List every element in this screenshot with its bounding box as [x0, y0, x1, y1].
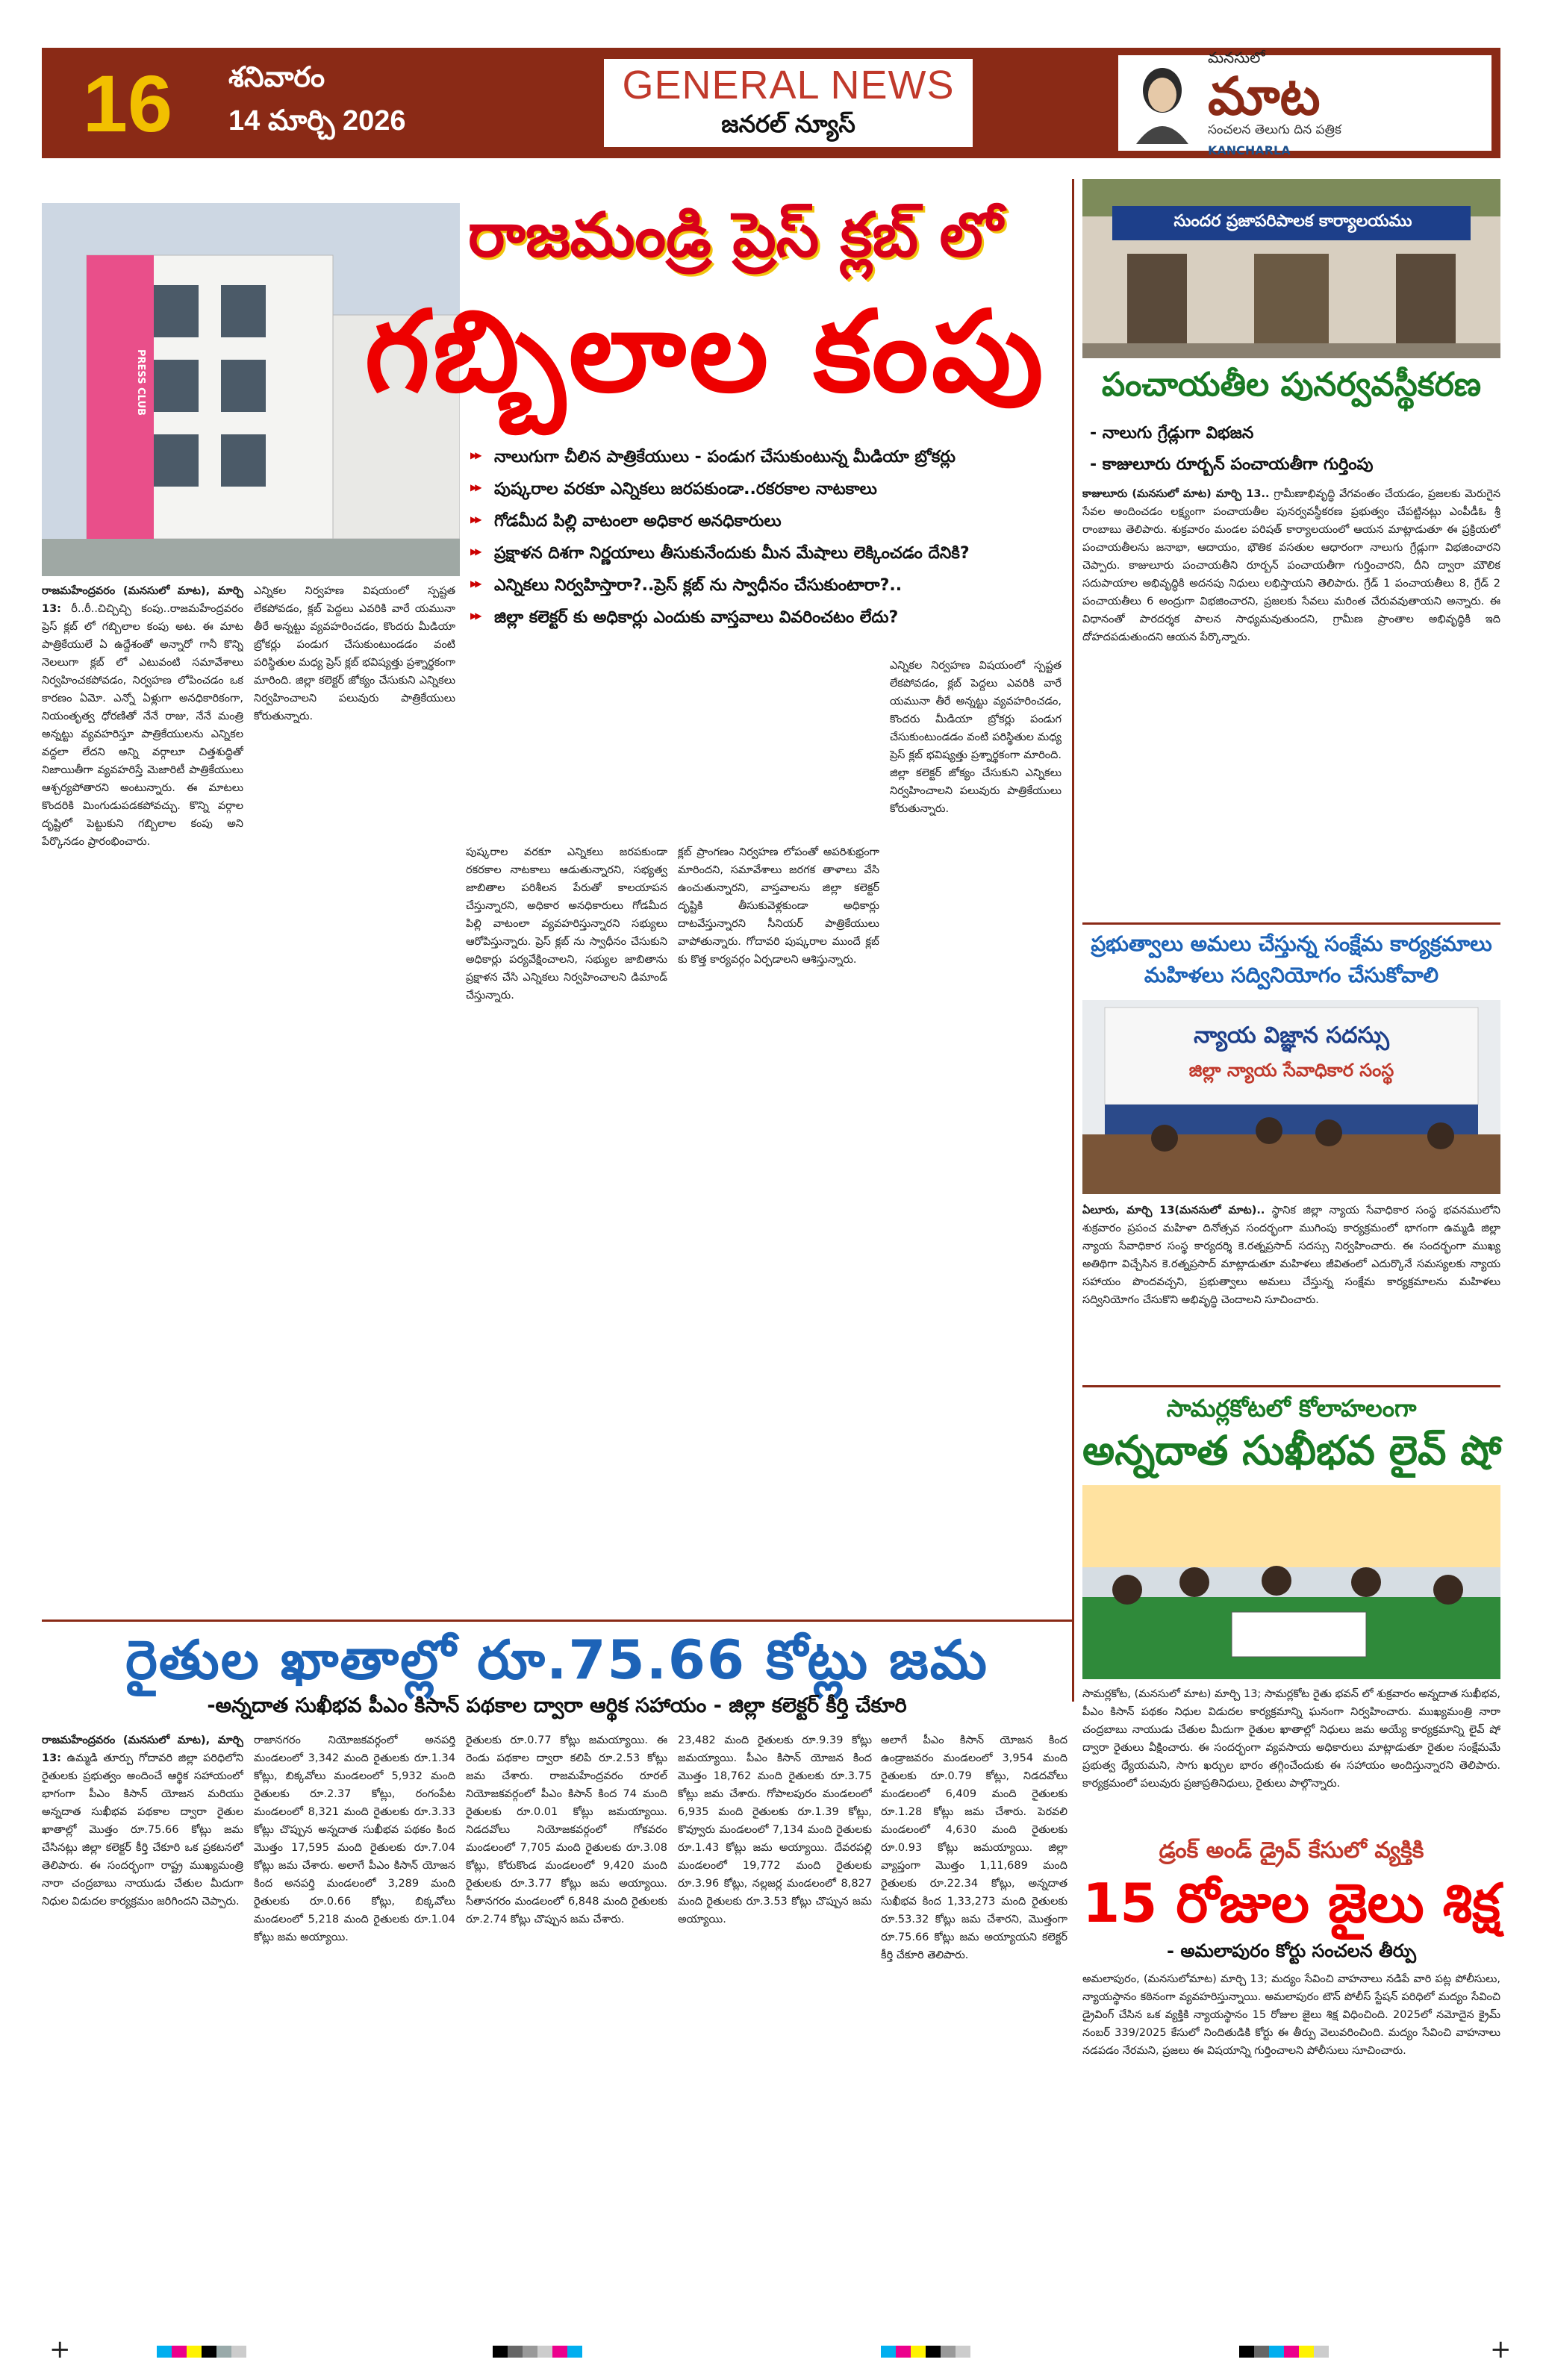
lead-body-2: ఎన్నికల నిర్వహణ విషయంలో స్పష్టత లేకపోవడం, క్లబ్ పెద్దలు ఎవరికి వారే యమునా తీరే అన్నట్టు వ్యవహరించడం, కొందరు మీడియా బ్రోకర్లు పండుగ చేసుకుంటుండడం వంటి పరిస్థితుల మధ్య ప్రెస్ క్లబ్ భవిష్యత్తు ప్రశ్నార్థకంగా మారింది. జిల్లా కలెక్టర్ జోక్యం చేసుకుని ఎన్నికలు నిర్వహించాలని పలువురు పాత్రికేయులు కోరుతున్నారు. — [254, 585, 455, 722]
farmers-column-1 — [42, 1731, 243, 2314]
lead-headline-2: గబ్బిలాల కంపు — [364, 287, 1047, 417]
women-headline-2: మహిళలు సద్వినియోగం చేసుకోవాలి — [1144, 963, 1439, 987]
color-bar — [1239, 2346, 1329, 2358]
panchayat-dateline: కాజులూరు (మనసులో మాట) మార్చి 13.. — [1082, 488, 1270, 500]
drunk-subline: - అమలాపురం కోర్టు సంచలన తీర్పు — [1167, 1940, 1416, 1961]
farmer-event-photo — [1082, 1485, 1500, 1679]
lead-bullet: ▶▶ గోడమీద పిల్లి వాటంలా అధికార అనధికారులు — [470, 512, 1060, 534]
farmer-show-headline: అన్నదాత సుఖీభవ లైవ్ షో — [1082, 1427, 1502, 1474]
brand-small-text: మనసులో — [1208, 49, 1265, 66]
issue-date — [213, 48, 602, 158]
divider — [1082, 1385, 1500, 1387]
lead-body-1: రీ..రీ..చిచ్చిచ్చి కంపు..రాజమహేంద్రవరం ప్రెస్ క్లబ్ లో గబ్బిలాల కంపు అట. ఈ మాట పాత్రికేయులే ఏ ఉద్దేశంతో అన్నారో గానీ కొన్ని నెలలుగా క్లబ్ లో ఎటువంటి సమావేశాలు నిర్వహించకపోవడం, నిర్వహణ లోపించడం ఒక కారణం ఏమో. ఎన్నో ఏళ్లుగా అనధికారికంగా, నియంతృత్వ ధోరణితో నేనే రాజు, నేనే మంత్రి అన్నట్టు వ్యవహరిస్తూ పాత్రికేయులను ఎన్నికల వద్దలా లేదని అన్ని వర్గాలూ చిత్తశుద్ధితో నిజాయితీగా వ్యవహరిస్తే మెజారిటీ పాత్రికేయులు ఆశ్చర్యపోతారని అంటున్నారు. ఈ మాటలు కొందరికి మింగుడుపడకపోవచ్చు. కొన్ని వర్గాల దృష్టిలో పెట్టుకుని గబ్బిలాల కంపు అని పేర్కొనడం ప్రారంభించారు. — [42, 603, 243, 848]
farmer-show-kicker: సామర్లకోటలో కోలాహలంగా — [1166, 1394, 1417, 1422]
brand-tagline: సంచలన తెలుగు దిన పత్రిక — [1208, 122, 1341, 137]
farmer-show-body: సామర్లకోట, (మనసులో మాట) మార్చి 13; సామర్లకోట రైతు భవన్ లో శుక్రవారం అన్నదాత సుఖీభవ, పీఎం కిసాన్ పథకం నిధుల విడుదల కార్యక్రమాన్ని ఘనంగా నిర్వహించారు. ముఖ్యమంత్రి నారా చంద్రబాబు నాయుడు చేతుల మీదుగా రైతుల ఖాతాల్లో నిధులు జమ అయ్యే కార్యక్రమాన్ని లైవ్ షో ద్వారా రైతులు వీక్షించారు. ఈ సందర్భంగా వ్యవసాయ అధికారులు మాట్లాడుతూ రైతుల సంక్షేమమే ప్రభుత్వ ధ్యేయమని, సాగు ఖర్చుల భారం తగ్గించేందుకు ఈ సహాయం అందిస్తున్నారని తెలిపారు. కార్యక్రమంలో పలువురు ప్రజాప్రతినిధులు, రైతులు పాల్గొన్నారు. — [1082, 1688, 1500, 1790]
registration-mark-icon: + — [1490, 2334, 1512, 2364]
women-body-text: స్థానిక జిల్లా న్యాయ సేవాధికార సంస్థ భవనములోని శుక్రవారం ప్రపంచ మహిళా దినోత్సవ సందర్భంగా ముగింపు కార్యక్రమంలో భాగంగా ఉమ్మడి జిల్లా న్యాయ సేవాధికార సంస్థ కార్యదర్శి కె.రత్నప్రసాద్ సదస్సు నిర్వహించారు. ఈ సందర్భంగా ముఖ్య అతిథిగా విచ్చేసిన కె.రత్నప్రసాద్ మాట్లాడుతూ మహిళలు జీవితంలో ఎదుర్కొనే సమస్యలకు న్యాయ సహాయం పొందవచ్చని, ప్రభుత్వాలు అమలు చేస్తున్న సంక్షేమ కార్యక్రమాలను మహిళలు సద్వినియోగం చేసుకొని అభివృద్ధి చెందాలని సూచించారు. — [1082, 1205, 1500, 1306]
issue-date-text: 14 మార్చి 2026 — [228, 105, 406, 137]
panchayat-headline: పంచాయతీల పునర్వవస్థీకరణ — [1101, 366, 1482, 404]
registration-mark-icon: + — [49, 2334, 71, 2364]
farmers-column-2: రాజానగరం నియోజకవర్గంలో అనపర్తి మండలంలో 3,342 మంది రైతులకు రూ.1.34 కోట్లు, బిక్కవోలు మండలంలో 5,932 మంది రైతులకు రూ.2.37 కోట్లు, రంగంపేట మండలంలో 8,321 మంది రైతులకు రూ.3.33 కోట్లు చొప్పున అన్నదాత సుఖీభవ పథకం కింద మొత్తం 17,595 మంది రైతులకు రూ.7.04 కోట్లు జమ చేశారు. అలాగే పీఎం కిసాన్ యోజన కింద అనపర్తి మండలంలో 3,289 మంది రైతులకు రూ.0.66 కోట్లు, బిక్కవోలు మండలంలో 5,218 మంది రైతులకు రూ.1.04 కోట్లు జమ అయ్యాయి. — [254, 1734, 455, 1943]
page-number: 16 — [82, 57, 173, 149]
farmers-subheadline: -అన్నదాత సుఖీభవ పీఎం కిసాన్ పథకాల ద్వారా ఆర్థిక సహాయం - జిల్లా కలెక్టర్ కీర్తి చేకూరి — [207, 1694, 907, 1717]
section-label — [602, 57, 975, 149]
lead-bullet: ▶▶ ఎన్నికలు నిర్వహిస్తారా?..ప్రెస్ క్లబ్ ను స్వాధీనం చేసుకుంటారా?.. — [470, 576, 1060, 599]
office-sign: సుందర ప్రజాపరిపాలక కార్యాలయము — [1173, 212, 1412, 231]
building-sign: PRESS CLUB — [135, 349, 146, 416]
panchayat-body-text: గ్రామీణాభివృద్ధి వేగవంతం చేయడం, ప్రజలకు మెరుగైన సేవల అందించడం లక్ష్యంగా పంచాయతీల పునర్వవస్థీకరణ ప్రభుత్వం చేపట్టినట్లు ఎంపీడీఓ శ్రీ రాంబాబు తెలిపారు. శుక్రవారం మండల పరిషత్ కార్యాలయంలో ఆయన మాట్లాడుతూ ఈ ప్రక్రియలో పంచాయతీలను జనాభా, ఆదాయం, భౌతిక వసతుల ఆధారంగా నాలుగు గ్రేడ్లుగా విభజించారని చెప్పారు. కాజులూరు పంచాయతీని రూర్బన్ పంచాయతీగా గుర్తించారని, దీని ద్వారా మౌలిక సదుపాయాల అభివృద్ధికి అదనపు నిధులు లభిస్తాయని తెలిపారు. గ్రేడ్ 1 పంచాయతీలు 8, గ్రేడ్ 2 పంచాయతీలు 6 అంద్రుగా విభజించారని, ప్రజలకు సేవలు మరింత చేరువవుతాయని అన్నారు. ఈ విధానంతో పారదర్శక పాలన సాధ్యమవుతుందని, గ్రామీణ ప్రాంతాల అభివృద్ధికి ఇది దోహదపడుతుందని ఆయన పేర్కొన్నారు. — [1082, 488, 1500, 643]
lead-column-3 — [466, 843, 667, 1627]
panchayat-body — [1082, 485, 1500, 918]
women-dateline: ఏలూరు, మార్చి 13(మనసులో మాట).. — [1082, 1205, 1265, 1216]
color-bar — [881, 2346, 970, 2358]
lead-bullet: ▶▶ పుష్కరాల వరకూ ఎన్నికలు జరపకుండా..రకరకాల నాటకాలు — [470, 480, 1060, 502]
color-bar — [493, 2346, 582, 2358]
section-label-en: GENERAL NEWS — [622, 63, 955, 107]
women-body — [1082, 1202, 1500, 1381]
lead-body-5: ఎన్నికల నిర్వహణ విషయంలో స్పష్టత లేకపోవడం, క్లబ్ పెద్దలు ఎవరికి వారే యమునా తీరే అన్నట్టు వ్యవహరించడం, కొందరు మీడియా బ్రోకర్లు పండుగ చేసుకుంటుండడం వంటి పరిస్థితుల మధ్య ప్రెస్ క్లబ్ భవిష్యత్తు ప్రశ్నార్థకంగా మారింది. జిల్లా కలెక్టర్ జోక్యం చేసుకుని ఎన్నికలు నిర్వహించాలని పలువురు పాత్రికేయులు కోరుతున్నారు. — [890, 660, 1062, 815]
lead-bullet: ▶▶ ప్రక్షాళన దిశగా నిర్ణయాలు తీసుకునేందుకు మీన మేషాలు లెక్కించడం దేనికి? — [470, 544, 1060, 566]
lead-headline-1: రాజమండ్రి ప్రెస్ క్లబ్ లో — [468, 200, 1003, 271]
drunk-headline: 15 రోజుల జైలు శిక్ష — [1082, 1872, 1500, 1934]
farmers-headline: రైతుల ఖాతాల్లో రూ.75.66 కోట్లు జమ — [125, 1628, 988, 1691]
brand-title: మాట — [1208, 66, 1321, 127]
farmers-column-3: రైతులకు రూ.0.77 కోట్లు జమయ్యాయి. ఈ రెండు పథకాల ద్వారా కలిపి రూ.2.53 కోట్లు జమ చేశారు. రాజమహేంద్రవరం రూరల్ నియోజకవర్గంలో పీఎం కిసాన్ కింద 74 మంది రైతులకు రూ.0.01 కోట్లు జమయ్యాయి. నిడదవోలు నియోజకవర్గంలో గోకవరం మండలంలో 7,705 మంది రైతులకు రూ.3.08 కోట్లు, కోరుకొండ మండలంలో 9,420 మంది రైతులకు రూ.3.77 కోట్లు జమ అయ్యాయి. సీతానగరం మండలంలో 6,848 మంది రైతులకు రూ.2.74 కోట్లు చొప్పున జమ చేశారు. — [466, 1734, 667, 1925]
drunk-kicker: డ్రంక్ అండ్ డ్రైవ్ కేసులో వ్యక్తికి — [1159, 1837, 1424, 1864]
divider — [1082, 922, 1500, 925]
lead-body-3: పుష్కరాల వరకూ ఎన్నికలు జరపకుండా రకరకాల నాటకాలు ఆడుతున్నారని, సభ్యత్వ జాబితాల పరిశీలన పేరుతో కాలయాపన చేస్తున్నారని, అధికార అనధికారులు గోడమీద పిల్లి వాటంలా వ్యవహరిస్తున్నారని సభ్యులు ఆరోపిస్తున్నారు. ప్రెస్ క్లబ్ ను స్వాధీనం చేసుకుని అధికార్లు పర్యవేక్షించాలని, సభ్యుల జాబితాను ప్రక్షాళన చేసి ఎన్నికలు నిర్వహించాలని డిమాండ్ చేస్తున్నారు. — [466, 846, 667, 1002]
lead-bullet: ▶▶ జిల్లా కలెక్టర్ కు అధికార్లు ఎందుకు వాస్తవాలు వివరించటం లేదు? — [470, 608, 1060, 631]
banner-title: న్యాయ విజ్ఞాన సదస్సు — [1194, 1022, 1389, 1049]
farmers-dateline: రాజమహేంద్రవరం (మనసులో మాట), మార్చి 13: — [42, 1734, 243, 1764]
divider — [42, 1620, 1072, 1622]
farmers-body: ఉమ్మడి తూర్పు గోదావరి జిల్లా పరిధిలోని రైతులకు ప్రభుత్వం అందించే ఆర్థిక సహాయంలో భాగంగా పీఎం కిసాన్ యోజన మరియు అన్నదాత సుఖీభవ పథకాల ద్వారా రైతుల ఖాతాల్లో మొత్తం రూ.75.66 కోట్లు జమ చేసినట్లు జిల్లా కలెక్టర్ కీర్తి చేకూరి ఒక ప్రకటనలో తెలిపారు. ఈ సందర్భంగా రాష్ట్ర ముఖ్యమంత్రి నారా చంద్రబాబు నాయుడు చేతుల మీదుగా నిధుల విడుదల కార్యక్రమం జరిగిందని చెప్పారు. — [42, 1752, 243, 1908]
lead-bullet: ▶▶ నాలుగుగా చీలిన పాత్రికేయులు - పండుగ చేసుకుంటున్న మీడియా బ్రోకర్లు — [470, 448, 1060, 470]
drunk-body: అమలాపురం, (మనసులోమాట) మార్చి 13; మద్యం సేవించి వాహనాలు నడిపే వారి పట్ల పోలీసులు, న్యాయస్థానం కఠినంగా వ్యవహరిస్తున్నాయి. అమలాపురం టౌన్ పోలీస్ స్టేషన్ పరిధిలో మద్యం సేవించి డ్రైవింగ్ చేసిన ఒక వ్యక్తికి న్యాయస్థానం 15 రోజుల జైలు శిక్ష విధించింది. 2025లో నమోదైన క్రైమ్ నంబర్ 339/2025 కేసులో నిందితుడికి కోర్టు ఈ తీర్పు వెలువరించింది. మద్యం సేవించి వాహనాలు నడపడం నేరమని, ప్రజలు ఈ విషయాన్ని గుర్తించాలని పోలీసులు సూచించారు. — [1082, 1973, 1500, 2057]
panchayat-subline-1: - నాలుగు గ్రేడ్లుగా విభజన — [1090, 424, 1254, 443]
lead-column-2 — [254, 582, 455, 1627]
founder-portrait-icon — [1129, 62, 1196, 144]
farmers-column-5: అలాగే పీఎం కిసాన్ యోజన కింద ఉండ్రాజవరం మండలంలో 3,954 మంది రైతులకు రూ.0.79 కోట్లు, నిడదవోలు మండలంలో 6,409 మంది రైతులకు రూ.1.28 కోట్లు జమ చేశారు. పెరవలి మండలంలో 4,630 మంది రైతులకు రూ.0.93 కోట్లు జమయ్యాయి. జిల్లా వ్యాప్తంగా మొత్తం 1,11,689 మంది రైతులకు రూ.22.34 కోట్లు, అన్నదాత సుఖీభవ కింద 1,33,273 మంది రైతులకు రూ.53.32 కోట్లు జమ చేశారని, మొత్తంగా రూ.75.66 కోట్లు జమ అయ్యాయని కలెక్టర్ కీర్తి చేకూరి తెలిపారు. — [881, 1734, 1067, 1961]
lead-dateline: రాజమహేంద్రవరం (మనసులో మాట), మార్చి 13: — [42, 585, 243, 615]
lead-bullet-list — [470, 448, 1060, 640]
panchayat-office-photo — [1082, 179, 1500, 358]
lead-column-4 — [678, 843, 879, 1627]
lead-column-5 — [890, 657, 1062, 1627]
column-divider — [1072, 179, 1074, 1702]
lead-body-4: క్లబ్ ప్రాంగణం నిర్వహణ లోపంతో అపరిశుభ్రంగా మారిందని, సమావేశాలు జరగక తాళాలు వేసి ఉంచుతున్నారని, వాస్తవాలను జిల్లా కలెక్టర్ దృష్టికి తీసుకువెళ్లకుండా అధికార్లు దాటవేస్తున్నారని సీనియర్ పాత్రికేయులు వాపోతున్నారు. గోదావరి పుష్కరాల ముందే క్లబ్ కు కొత్త కార్యవర్గం ఏర్పడాలని ఆశిస్తున్నారు. — [678, 846, 879, 966]
legal-awareness-photo — [1082, 1000, 1500, 1194]
farmers-column-4: 23,482 మంది రైతులకు రూ.9.39 కోట్లు జమయ్యాయి. పీఎం కిసాన్ యోజన కింద మొత్తం 18,762 మంది రైతులకు రూ.3.75 కోట్లు జమ చేశారు. గోపాలపురం మండలంలో 6,935 మంది రైతులకు రూ.1.39 కోట్లు, కొవ్వూరు మండలంలో 7,134 మంది రైతులకు రూ.1.43 కోట్లు జమ అయ్యాయి. దేవరపల్లి మండలంలో 19,772 మంది రైతులకు రూ.3.96 కోట్లు, నల్లజర్ల మండలంలో 8,827 మంది రైతులకు రూ.3.53 కోట్లు చొప్పున జమ అయ్యాయి. — [678, 1734, 872, 1925]
lead-column-1 — [42, 582, 243, 1627]
newspaper-logo — [1118, 49, 1491, 157]
issue-day: శనివారం — [228, 62, 325, 93]
panchayat-subline-2: - కాజులూరు రూర్బన్ పంచాయతీగా గుర్తింపు — [1090, 455, 1374, 474]
women-headline-1: ప్రభుత్వాలు అమలు చేస్తున్న సంక్షేమ కార్యక్రమాలు — [1091, 931, 1492, 956]
color-bar — [157, 2346, 246, 2358]
masthead — [42, 48, 1500, 158]
brand-name: KANCHARLA — [1208, 143, 1291, 157]
section-label-te: జనరల్ న్యూస్ — [721, 110, 855, 138]
banner-subtitle: జిల్లా న్యాయ సేవాధికార సంస్థ — [1188, 1060, 1394, 1081]
